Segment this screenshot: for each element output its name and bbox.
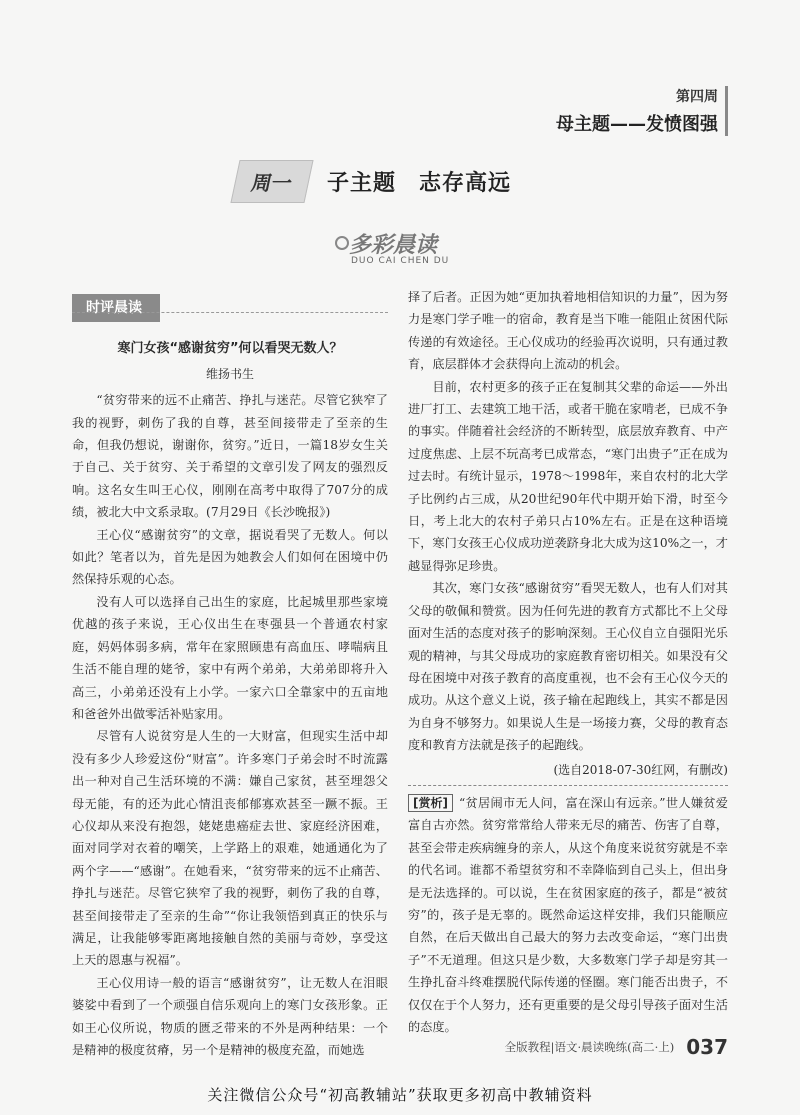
header-divider (725, 86, 728, 136)
sub-theme-banner (235, 160, 511, 202)
mother-theme: 母主题——发愤图强 (556, 114, 718, 135)
paragraph: 没有人可以选择自己出生的家庭，比起城里那些家境优越的孩子来说，王心仪出生在枣强县一个普通农村家庭，妈妈体弱多病，常年在家照顾患有高血压、哮喘病且生活不能自理的姥爷，家中有两个弟弟，大弟弟即将升入高三，小弟弟还没有上小学。一家六口全靠家中的五亩地和爸爸外出做零活补贴家用。 (72, 594, 388, 721)
badge-row (72, 286, 388, 322)
book-title: 全版教程|语文·晨读晚练(高二·上) (504, 1040, 675, 1054)
week-day-tag: 周一 (230, 160, 313, 203)
commentary-text: “贫居闹市无人问，富在深山有远亲。”世人嫌贫爱富自古亦然。贫穷常常给人带来无尽的痛苦、伤害了自尊，甚至会带走疾病缠身的亲人，从这个角度来说贫穷就是不幸的代名词。谁都不希望贫穷和不幸降临到自己头上，但出身是无法选择的。可以说，生在贫困家庭的孩子，都是“被贫穷”的，孩子是无辜的。既然命运这样安排，我们只能顺应自然，在后天做出自己最大的努力去改变命运，“寒门出贵子”不无道理。但这只是少数，大多数寒门学子却是穷其一生挣扎奋斗终难摆脱代际传递的怪圈。寒门能否出贵子，不仅仅在于个人努力，还有更重要的是父母引导孩子面对生活的态度。 (408, 795, 728, 1034)
badge-divider (72, 312, 388, 313)
logo-title: 多彩晨读 (349, 233, 438, 258)
section-badge: 时评晨读 (72, 294, 160, 322)
commentary-label: [赏析] (408, 794, 453, 812)
paragraph: 尽管有人说贫穷是人生的一大财富，但现实生活中却没有多少人珍爱这份“财富”。许多寒门子弟会时不时流露出一种对自己生活环境的不满：嫌自己家贫，甚至埋怨父母无能，有的还为此心情沮丧郁郁寡欢甚至一蹶不振。王心仪却从来没有抱怨，姥姥患癌症去世、家庭经济困难，面对同学对衣着的嘲笑，上学路上的艰难，她通通化为了两个字——“感谢”。在她看来，“贫穷带来的远不止痛苦、挣扎与迷茫。尽管它狭窄了我的视野，刺伤了我的自尊，甚至间接带走了至亲的生命”“你让我领悟到真正的快乐与满足，让我能够零距离地接触自然的美丽与奇妙，享受这上天的恩惠与祝福”。 (72, 729, 388, 968)
article-author: 维扬书生 (205, 366, 254, 381)
paragraph: 择了后者。正因为她“更加执着地相信知识的力量”，因为努力是寒门学子唯一的宿命，教育是当下唯一能阻止贫困代际传递的有效途径。王心仪成功的经验再次说明，只有通过教育，底层群体才会获得向上流动的机会。 (408, 290, 728, 372)
week-label: 第四周 (676, 89, 718, 105)
paragraph: 王心仪用诗一般的语言“感谢贫穷”，让无数人在泪眼婆娑中看到了一个顽强自信乐观向上的寒门女孩形象。正如王心仪所说，物质的匮乏带来的不外是两种结果：一个是精神的极度贫瘠，另一个是精神的极度充盈，而她选 (72, 975, 388, 1057)
paragraph: 其次，寒门女孩“感谢贫穷”看哭无数人，也有人们对其父母的敬佩和赞赏。因为任何先进的教育方式都比不上父母面对生活的态度对孩子的影响深刻。王心仪自立自强阳光乐观的精神，与其父母成功的家庭教育密切相关。如果没有父母在困境中对孩子教育的高度重视，也不会有王心仪今天的成功。从这个意义上说，孩子输在起跑线上，其实不都是因为自身不够努力。如果说人生是一场接力赛，父母的教育态度和教育方法就是孩子的起跑线。 (408, 581, 728, 753)
left-column (72, 286, 388, 1061)
section-logo (335, 228, 475, 274)
sub-theme-title: 子主题 志存高远 (327, 170, 512, 196)
logo-subtitle: DUO CAI CHEN DU (351, 256, 450, 266)
right-column (408, 286, 728, 1038)
logo-dot-icon (335, 236, 349, 250)
page-number: 037 (686, 1035, 728, 1059)
commentary (408, 785, 728, 1038)
paragraph: “贫穷带来的远不止痛苦、挣扎与迷茫。尽管它狭窄了我的视野，刺伤了我的自尊，甚至间接带走了至亲的生命，但我仍想说，谢谢你，贫穷。”近日，一篇18岁女生关于自己、关于贫穷、关于希望的文章引发了网友的强烈反响。这名女生叫王心仪，刚刚在高考中取得了707分的成绩，被北大中文系录取。(7月29日《长沙晚报》) (72, 393, 388, 520)
article-source: (选自2018-07-30红网，有删改) (553, 762, 728, 777)
page-footer (505, 1035, 728, 1059)
article-title: 寒门女孩“感谢贫穷”何以看哭无数人？ (117, 341, 343, 357)
watermark-text: 关注微信公众号“初高教辅站”获取更多初高中教辅资料 (207, 1086, 593, 1104)
paragraph: 目前，农村更多的孩子正在复制其父辈的命运——外出进厂打工、去建筑工地干活，或者干脆在家啃老，已成不争的事实。伴随着社会经济的不断转型，底层放弃教育、中产过度焦虑、上层不玩高考已成常态，“寒门出贵子”正在成为过去时。有统计显示，1978～1998年，来自农村的北大学子比例约占三成，从20世纪90年代中期开始下滑，时至今日，考上北大的农村子弟只占10%左右。正是在这种语境下，寒门女孩王心仪成功逆袭跻身北大成为这10%之一，才越显得弥足珍贵。 (408, 379, 728, 573)
paragraph: 王心仪“感谢贫穷”的文章，据说看哭了无数人。何以如此？笔者以为，首先是因为她教会人们如何在困境中仍然保持乐观的心态。 (72, 527, 388, 587)
